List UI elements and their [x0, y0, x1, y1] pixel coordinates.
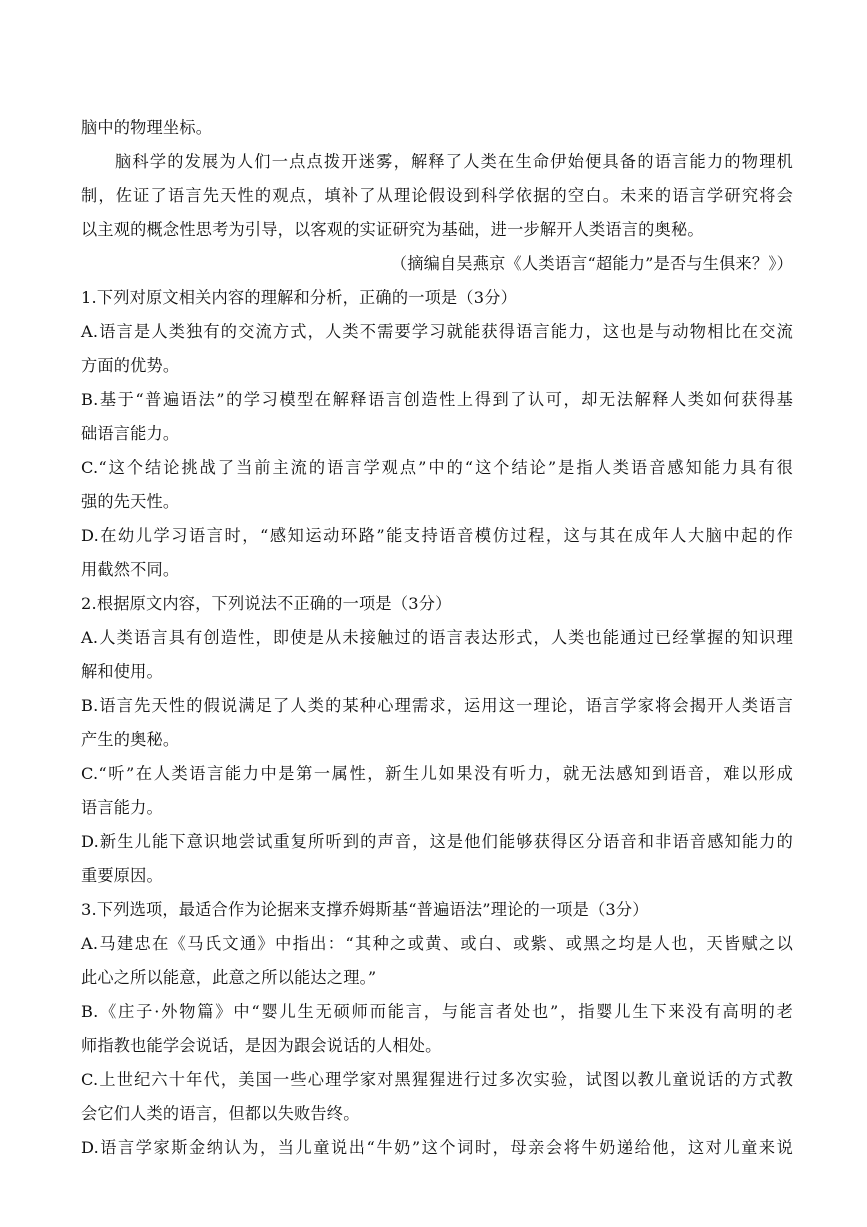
question-2-option-b-cont: 产生的奥秘。: [81, 730, 180, 749]
question-2-option-a: A.人类语言具有创造性，即使是从未接触过的语言表达形式，人类也能通过已经掌握的知识理: [81, 628, 793, 647]
question-2-option-c: C.“听”在人类语言能力中是第一属性，新生儿如果没有听力，就无法感知到语音，难以形成: [81, 764, 793, 783]
question-2-option-b: B.语言先天性的假说满足了人类的某种心理需求，运用这一理论，语言学家将会揭开人类语言: [81, 696, 793, 715]
question-3-option-b: B.《庄子·外物篇》中“婴儿生无硕师而能言，与能言者处也”，指婴儿生下来没有高明的老: [81, 1002, 793, 1021]
question-2-option-a-cont: 解和使用。: [81, 662, 163, 681]
question-3-stem: 3.下列选项，最适合作为论据来支撑乔姆斯基“普遍语法”理论的一项是（3分）: [81, 900, 649, 919]
passage-paragraph-line: 制，佐证了语言先天性的观点，填补了从理论假设到科学依据的空白。未来的语言学研究将会: [81, 186, 793, 205]
question-3-option-a: A.马建忠在《马氏文通》中指出：“其种之或黄、或白、或紫、或黑之均是人也，天皆赋之以: [81, 934, 793, 953]
passage-source: （摘编自吴燕京《人类语言“超能力”是否与生俱来？》）: [390, 254, 793, 273]
passage-paragraph-line: 以主观的概念性思考为引导，以客观的实证研究为基础，进一步解开人类语言的奥秘。: [81, 220, 704, 239]
question-1-option-c-cont: 强的先天性。: [81, 492, 180, 511]
question-2-stem: 2.根据原文内容，下列说法不正确的一项是（3分）: [81, 594, 452, 613]
question-2-option-d: D.新生儿能下意识地尝试重复所听到的声音，这是他们能够获得区分语音和非语音感知能力的: [81, 832, 793, 851]
question-1-option-a-cont: 方面的优势。: [81, 356, 180, 375]
question-1-option-c: C.“这个结论挑战了当前主流的语言学观点”中的“这个结论”是指人类语音感知能力具有很: [81, 458, 793, 477]
question-3-option-b-cont: 师指教也能学会说话，是因为跟会说话的人相处。: [81, 1036, 442, 1055]
question-3-option-d: D.语言学家斯金纳认为，当儿童说出“牛奶”这个词时，母亲会将牛奶递给他，这对儿童来说: [81, 1138, 793, 1157]
question-1-option-d-cont: 用截然不同。: [81, 560, 180, 579]
question-2-option-c-cont: 语言能力。: [81, 798, 163, 817]
question-3-option-a-cont: 此心之所以能意，此意之所以能达之理。”: [81, 968, 377, 987]
passage-paragraph-line: 脑科学的发展为人们一点点拨开迷雾，解释了人类在生命伊始便具备的语言能力的物理机: [115, 152, 793, 171]
question-3-option-c: C.上世纪六十年代，美国一些心理学家对黑猩猩进行过多次实验，试图以教儿童说话的方式教: [81, 1070, 793, 1089]
question-2-option-d-cont: 重要原因。: [81, 866, 163, 885]
passage-tail-line: 脑中的物理坐标。: [81, 118, 213, 137]
question-1-stem: 1.下列对原文相关内容的理解和分析，正确的一项是（3分）: [81, 288, 518, 307]
question-1-option-d: D.在幼儿学习语言时，“感知运动环路”能支持语音模仿过程，这与其在成年人大脑中起的作: [81, 526, 793, 545]
question-1-option-b-cont: 础语言能力。: [81, 424, 180, 443]
question-1-option-a: A.语言是人类独有的交流方式，人类不需要学习就能获得语言能力，这也是与动物相比在交流: [81, 322, 793, 341]
question-1-option-b: B.基于“普遍语法”的学习模型在解释语言创造性上得到了认可，却无法解释人类如何获得基: [81, 390, 793, 409]
question-3-option-c-cont: 会它们人类的语言，但都以失败告终。: [81, 1104, 360, 1123]
